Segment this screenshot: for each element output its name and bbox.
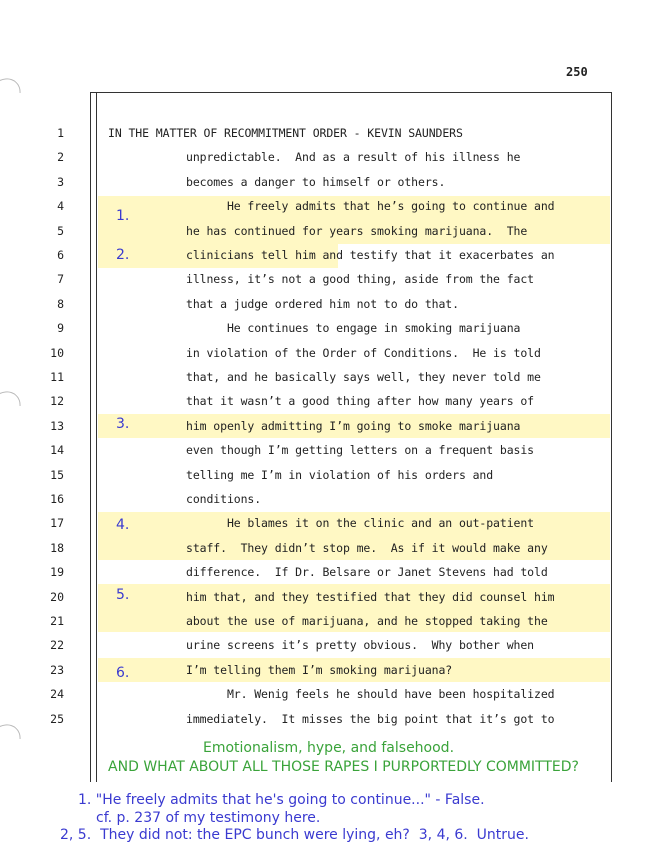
margin-mark-3: 3. — [116, 416, 130, 432]
transcript-line: urine screens it’s pretty obvious. Why bother when — [186, 638, 535, 653]
line-number: 14 — [50, 443, 64, 458]
annotation-note-1-ref: cf. p. 237 of my testimony here. — [96, 810, 321, 826]
transcript-line: clinicians tell him and testify that it exacerbates an — [186, 248, 555, 262]
transcript-line: him openly admitting I’m going to smoke marijuana — [186, 418, 521, 433]
transcript-line: even though I’m getting letters on a frequent basis — [186, 443, 535, 458]
line-number: 7 — [57, 272, 64, 287]
line-number: 4 — [57, 199, 64, 214]
transcript-line: He continues to engage in smoking marijuana — [186, 321, 521, 336]
line-number: 25 — [50, 711, 64, 726]
transcript-line: immediately. It misses the big point that it’s got to — [186, 711, 555, 726]
line-number: 5 — [57, 223, 64, 238]
margin-mark-2: 2. — [116, 247, 130, 263]
transcript-line: difference. If Dr. Belsare or Janet Stevens had told — [186, 565, 548, 580]
transcript-line: about the use of marijuana, and he stopped taking the — [186, 614, 548, 628]
margin-mark-5: 5. — [116, 587, 130, 603]
transcript-line: unpredictable. And as a result of his illness he — [186, 150, 521, 165]
transcript-line: he has continued for years smoking marijuana. The — [186, 223, 528, 238]
line-number: 16 — [50, 492, 64, 506]
transcript-line: conditions. — [186, 492, 262, 506]
line-number: 23 — [50, 662, 64, 677]
line-number: 1 — [57, 126, 64, 140]
transcript-line: He freely admits that he’s going to continue and — [186, 199, 555, 214]
transcript-line: that a judge ordered him not to do that. — [186, 296, 459, 311]
transcript-line: that it wasn’t a good thing after how many years of — [186, 394, 535, 409]
margin-mark-1: 1. — [116, 208, 130, 224]
line-number: 3 — [57, 174, 64, 189]
line-number: 6 — [57, 248, 64, 262]
line-number: 20 — [50, 589, 64, 604]
line-number: 9 — [57, 321, 64, 336]
line-number: 18 — [50, 540, 64, 555]
transcript-line: that, and he basically says well, they never told me — [186, 370, 541, 384]
transcript-line: He blames it on the clinic and an out-patient — [186, 516, 535, 531]
transcript-line: in violation of the Order of Conditions. He is told — [186, 345, 541, 360]
annotation-rapes: AND WHAT ABOUT ALL THOSE RAPES I PURPORTEDLY COMMITTED? — [108, 759, 579, 775]
line-number: 11 — [50, 370, 64, 384]
annotation-emotionalism: Emotionalism, hype, and falsehood. — [202, 740, 455, 756]
line-number: 12 — [50, 394, 64, 409]
line-number: 22 — [50, 638, 64, 653]
transcript-line: staff. They didn’t stop me. As if it would make any — [186, 540, 548, 555]
transcript-line: Mr. Wenig feels he should have been hospitalized — [186, 687, 555, 702]
annotation-note-2: 2, 5. They did not: the EPC bunch were lying, eh? 3, 4, 6. Untrue. — [60, 827, 529, 843]
transcript-line: becomes a danger to himself or others. — [186, 174, 446, 189]
line-number: 10 — [50, 345, 64, 360]
pleading-frame — [90, 92, 612, 782]
line-number: 8 — [57, 296, 64, 311]
transcript-header: IN THE MATTER OF RECOMMITMENT ORDER - KEVIN SAUNDERS — [108, 126, 463, 140]
punch-hole — [0, 72, 27, 119]
annotation-note-1: 1. "He freely admits that he's going to continue..." - False. — [78, 792, 485, 808]
line-number: 24 — [50, 687, 64, 702]
line-number: 15 — [50, 467, 64, 482]
page-number: 250 — [566, 65, 588, 79]
line-number: 2 — [57, 150, 64, 165]
margin-mark-6: 6. — [116, 665, 130, 681]
transcript-line: illness, it’s not a good thing, aside from the fact — [186, 272, 535, 287]
transcript-line: I’m telling them I’m smoking marijuana? — [186, 662, 453, 677]
transcript-line: telling me I’m in violation of his orders and — [186, 467, 494, 482]
line-number: 13 — [50, 418, 64, 433]
line-number: 21 — [50, 614, 64, 628]
transcript-line: him that, and they testified that they did counsel him — [186, 589, 555, 604]
line-number: 19 — [50, 565, 64, 580]
margin-mark-4: 4. — [116, 517, 130, 533]
pleading-frame-inner-line — [96, 92, 97, 782]
line-number: 17 — [50, 516, 64, 531]
